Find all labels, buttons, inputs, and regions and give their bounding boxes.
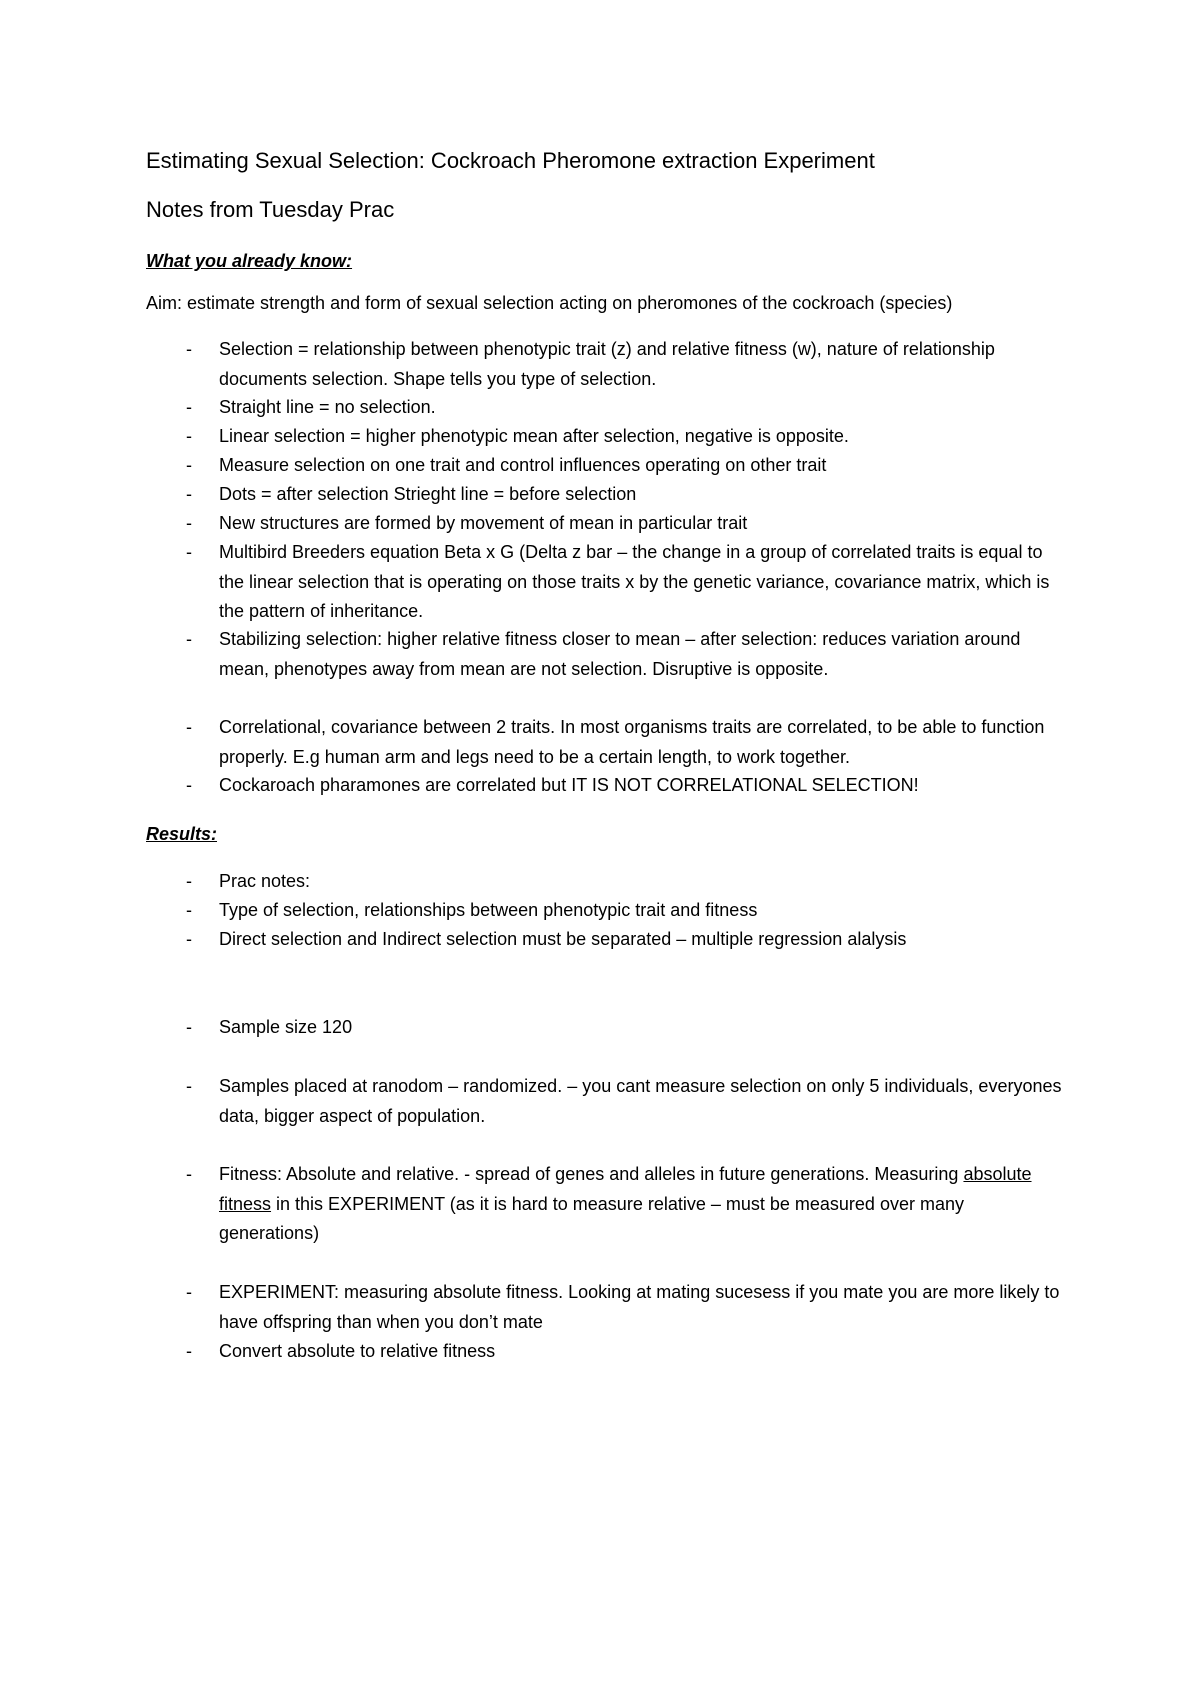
bullet-dash: - — [186, 629, 192, 649]
list-item-text: Correlational, covariance between 2 traits. In most organisms traits are correlated, to be able to function properly. E.g human arm and legs need to be a certain length, to work together. — [219, 717, 1045, 767]
bullet-dash: - — [186, 1282, 192, 1302]
list-item-text: Dots = after selection Strieght line = before selection — [219, 484, 637, 504]
document-subtitle: Notes from Tuesday Prac — [146, 197, 395, 222]
bullet-dash: - — [186, 426, 192, 446]
list-item — [146, 422, 1066, 452]
bullet-dash: - — [186, 900, 192, 920]
list-item-text: Selection = relationship between phenotypic trait (z) and relative fitness (w), nature of relationship documents selection. Shape tells you type of selection. — [219, 339, 995, 389]
aim-paragraph: Aim: estimate strength and form of sexual selection acting on pheromones of the cockroach (species) — [146, 293, 953, 313]
list-item-text: New structures are formed by movement of mean in particular trait — [219, 513, 748, 533]
list-item-text: Type of selection, relationships between phenotypic trait and fitness — [219, 900, 758, 920]
bullet-dash: - — [186, 339, 192, 359]
list-item — [146, 1072, 1066, 1131]
list-item-text: Convert absolute to relative fitness — [219, 1341, 496, 1361]
list-item-text: Sample size 120 — [219, 1017, 353, 1037]
list-item-text: Multibird Breeders equation Beta x G (Delta z bar – the change in a group of correlated traits is equal to the linear selection that is operating on those traits x by the genetic variance, covariance matrix, which is the pattern of inheritance. — [219, 542, 1050, 621]
list-item-text: Straight line = no selection. — [219, 397, 436, 417]
bullet-dash: - — [186, 397, 192, 417]
section-heading-results: Results: — [146, 824, 218, 844]
list-item — [146, 625, 1066, 684]
list-item — [146, 925, 1066, 955]
bullet-dash: - — [186, 1017, 192, 1037]
list-item — [146, 335, 1066, 394]
bullet-dash: - — [186, 717, 192, 737]
bullet-dash: - — [186, 484, 192, 504]
list-item — [146, 393, 1066, 423]
list-item — [146, 480, 1066, 510]
list-item-text: Direct selection and Indirect selection must be separated – multiple regression alalysis — [219, 929, 907, 949]
list-item — [146, 713, 1066, 772]
fitness-text-after: in this EXPERIMENT (as it is hard to measure relative – must be measured over many generations) — [219, 1193, 964, 1243]
document-title: Estimating Sexual Selection: Cockroach Pheromone extraction Experiment — [146, 148, 875, 173]
absolute-fitness-underlined: absolute fitness — [219, 1164, 1032, 1214]
bullet-dash: - — [186, 1076, 192, 1096]
list-item — [146, 1160, 1066, 1249]
bullet-dash: - — [186, 542, 192, 562]
list-item-text: Measure selection on one trait and control influences operating on other trait — [219, 455, 827, 475]
list-item — [146, 1013, 1066, 1043]
bullet-dash: - — [186, 929, 192, 949]
bullet-dash: - — [186, 513, 192, 533]
bullet-dash: - — [186, 775, 192, 795]
list-item — [146, 1278, 1066, 1337]
list-item — [146, 896, 1066, 926]
list-item-text: Prac notes: — [219, 871, 311, 891]
section-heading-known: What you already know: — [146, 251, 353, 271]
list-item — [146, 867, 1066, 897]
list-item-text: Samples placed at ranodom – randomized. – you cant measure selection on only 5 individuals, everyones data, bigger aspect of population. — [219, 1076, 1062, 1126]
list-item — [146, 509, 1066, 539]
list-item-text: Linear selection = higher phenotypic mean after selection, negative is opposite. — [219, 426, 849, 446]
list-item-text: Cockaroach pharamones are correlated but IT IS NOT CORRELATIONAL SELECTION! — [219, 775, 919, 795]
bullet-dash: - — [186, 1341, 192, 1361]
bullet-dash: - — [186, 1164, 192, 1184]
list-item-text — [219, 1160, 1066, 1249]
fitness-text-before: Fitness: Absolute and relative. - spread of genes and alleles in future generations. Measuring — [219, 1164, 964, 1184]
list-item — [146, 538, 1066, 627]
bullet-dash: - — [186, 455, 192, 475]
list-item — [146, 771, 1066, 801]
list-item — [146, 1337, 1066, 1367]
list-item — [146, 451, 1066, 481]
list-item-text: Stabilizing selection: higher relative fitness closer to mean – after selection: reduces variation around mean, phenotypes away from mean are not selection. Disruptive is opposite. — [219, 629, 1021, 679]
list-item-text: EXPERIMENT: measuring absolute fitness. Looking at mating sucesess if you mate you are more likely to have offspring than when you don’t mate — [219, 1282, 1060, 1332]
bullet-dash: - — [186, 871, 192, 891]
